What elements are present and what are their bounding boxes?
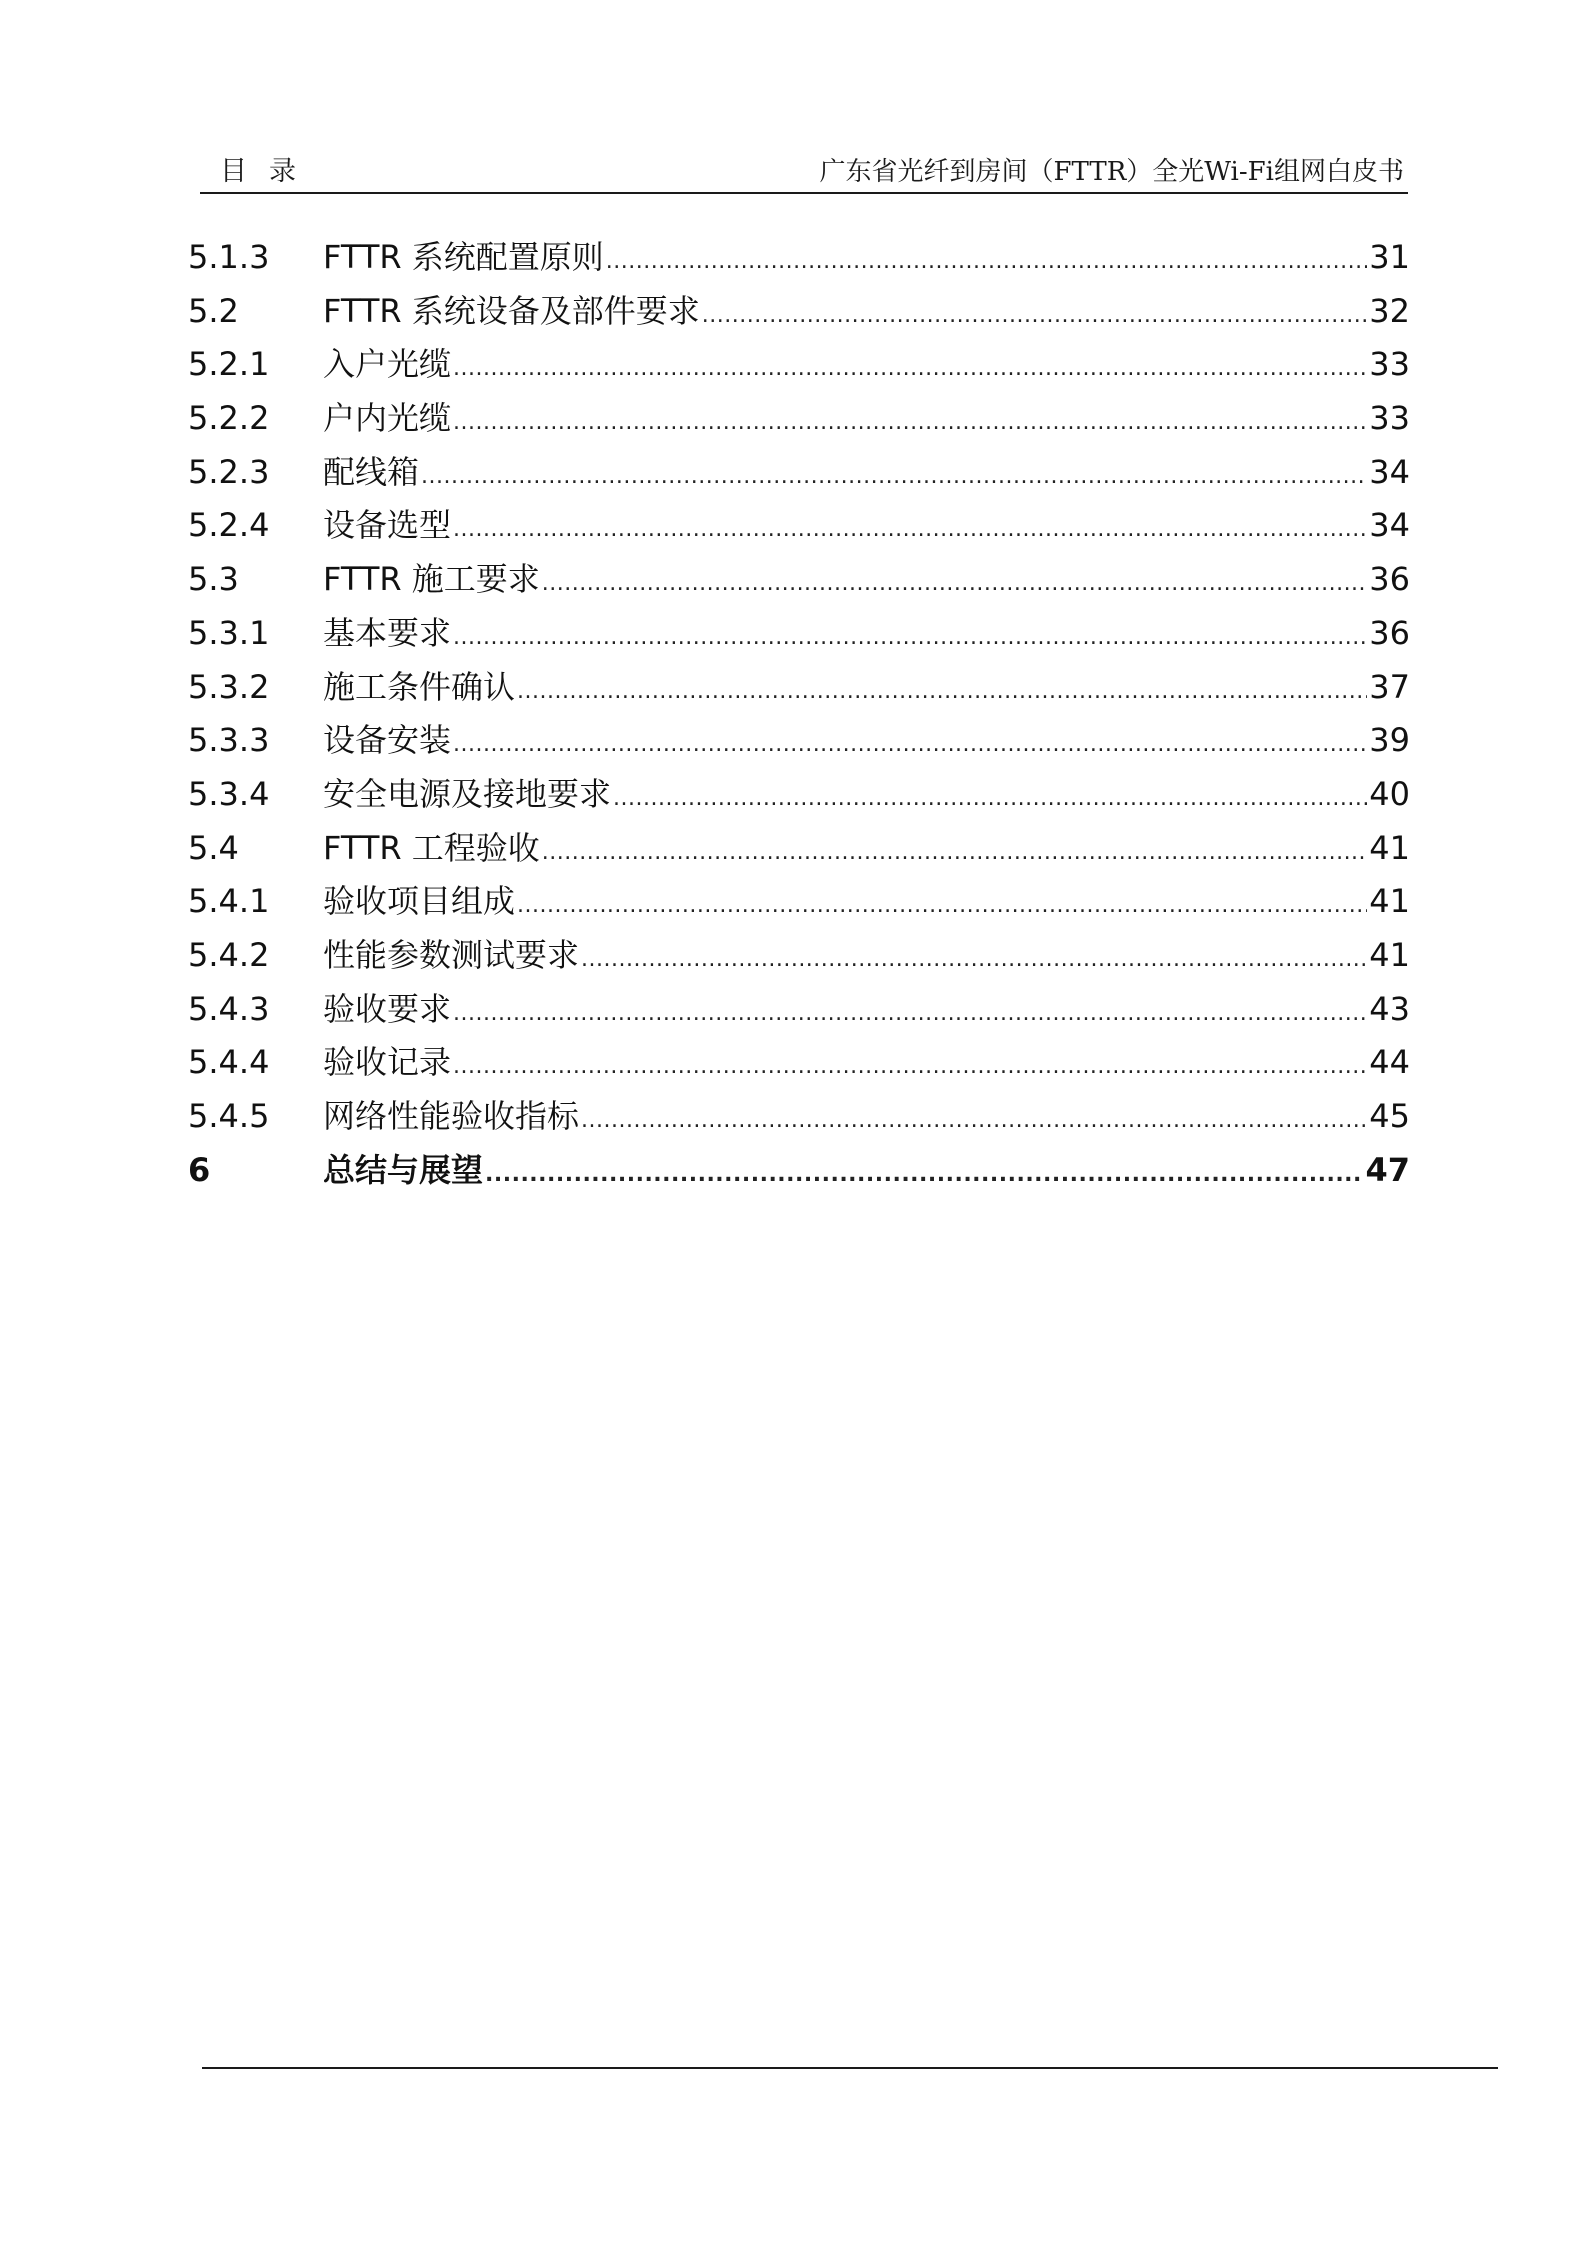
toc-entry-page: 33 (1369, 399, 1410, 438)
toc-leader-dots (453, 1054, 1367, 1079)
toc-entry-title: 验收项目组成 (323, 882, 516, 921)
toc-leader-dots (581, 1108, 1367, 1133)
toc-entry-page: 33 (1369, 345, 1410, 384)
toc-leader-dots (453, 517, 1367, 542)
toc-leader-dots (613, 786, 1367, 811)
toc-entry-number: 5.1.3 (188, 238, 270, 276)
toc-entry-page: 37 (1369, 667, 1410, 706)
toc-entry-page: 31 (1369, 238, 1410, 276)
toc-entry-title: FTTR 工程验收 (323, 828, 540, 867)
toc-leader-dots (453, 1001, 1367, 1026)
toc-entry-5-4[interactable] (188, 823, 1410, 877)
toc-entry-title: 总结与展望 (323, 1150, 484, 1189)
toc-entry-5-2-2[interactable] (188, 393, 1410, 447)
toc-entry-5-2-1[interactable] (188, 339, 1410, 393)
toc-entry-page: 41 (1369, 935, 1410, 974)
toc-entry-number: 5.4.4 (188, 1043, 270, 1082)
toc-entry-5-4-3[interactable] (188, 984, 1410, 1038)
toc-leader-dots (542, 840, 1367, 865)
toc-entry-number: 5.3 (188, 560, 239, 599)
toc-leader-dots (702, 303, 1367, 328)
toc-entry-page: 40 (1369, 774, 1410, 813)
toc-entry-title: 户内光缆 (323, 399, 452, 438)
toc-entry-number: 5.2 (188, 291, 239, 330)
toc-entry-5-4-1[interactable] (188, 876, 1410, 930)
toc-entry-title: 网络性能验收指标 (323, 1097, 580, 1135)
toc-entry-number: 5.4.5 (188, 1097, 270, 1135)
toc-entry-number: 6 (188, 1150, 211, 1189)
toc-entry-5-1-3[interactable] (188, 232, 1410, 286)
toc-entry-5-2[interactable] (188, 286, 1410, 340)
toc-entry-title: 基本要求 (323, 613, 452, 652)
toc-entry-title: 施工条件确认 (323, 667, 516, 706)
toc-entry-title: 入户光缆 (323, 345, 452, 384)
toc-entry-number: 5.4.1 (188, 882, 270, 921)
toc-entry-page: 36 (1369, 613, 1410, 652)
table-of-contents (188, 232, 1410, 1198)
toc-entry-5-3-1[interactable] (188, 608, 1410, 662)
toc-entry-page: 41 (1369, 828, 1410, 867)
toc-entry-6[interactable] (188, 1145, 1410, 1199)
toc-entry-5-2-3[interactable] (188, 447, 1410, 501)
toc-leader-dots (542, 571, 1367, 596)
toc-entry-5-3-4[interactable] (188, 769, 1410, 823)
toc-leader-dots (581, 947, 1367, 972)
toc-entry-5-3-2[interactable] (188, 662, 1410, 716)
toc-entry-title: 验收记录 (323, 1043, 452, 1082)
toc-entry-page: 36 (1369, 560, 1410, 599)
toc-leader-dots (453, 410, 1367, 435)
toc-leader-dots (517, 679, 1367, 704)
toc-entry-title: 性能参数测试要求 (323, 935, 580, 974)
toc-entry-title: 配线箱 (323, 452, 420, 491)
toc-entry-title: 验收要求 (323, 989, 452, 1028)
toc-entry-number: 5.2.3 (188, 452, 270, 491)
footer-rule (202, 2067, 1498, 2069)
toc-entry-page: 34 (1369, 452, 1410, 491)
toc-entry-5-4-5[interactable] (188, 1091, 1410, 1145)
toc-entry-title: 安全电源及接地要求 (323, 774, 612, 813)
toc-entry-5-3-3[interactable] (188, 715, 1410, 769)
toc-entry-page: 32 (1369, 291, 1410, 330)
toc-leader-dots (453, 356, 1367, 381)
toc-leader-dots (453, 625, 1367, 650)
toc-entry-number: 5.3.2 (188, 667, 270, 706)
toc-entry-number: 5.2.4 (188, 506, 270, 545)
toc-entry-title: FTTR 系统设备及部件要求 (323, 291, 700, 330)
toc-entry-number: 5.3.4 (188, 774, 270, 813)
toc-entry-title: 设备安装 (323, 721, 452, 760)
toc-entry-title: FTTR 系统配置原则 (323, 238, 604, 276)
toc-entry-number: 5.3.3 (188, 721, 270, 760)
toc-leader-dots (517, 893, 1367, 918)
toc-entry-page: 45 (1369, 1097, 1410, 1135)
toc-entry-page: 41 (1369, 882, 1410, 921)
toc-leader-dots (421, 464, 1367, 489)
toc-entry-page: 47 (1365, 1150, 1410, 1189)
toc-entry-5-4-2[interactable] (188, 930, 1410, 984)
toc-leader-dots (606, 249, 1367, 274)
header-document-title: 广东省光纤到房间（FTTR）全光Wi-Fi组网白皮书 (819, 157, 1404, 187)
toc-entry-number: 5.2.2 (188, 399, 270, 438)
toc-entry-5-3[interactable] (188, 554, 1410, 608)
toc-entry-number: 5.2.1 (188, 345, 270, 384)
toc-entry-number: 5.4.2 (188, 935, 270, 974)
toc-entry-5-2-4[interactable] (188, 500, 1410, 554)
toc-entry-title: FTTR 施工要求 (323, 560, 540, 599)
toc-leader-dots (453, 732, 1367, 757)
header-section-label: 目录 (220, 156, 318, 187)
toc-leader-dots (485, 1162, 1363, 1187)
toc-entry-number: 5.4.3 (188, 989, 270, 1028)
toc-entry-page: 44 (1369, 1043, 1410, 1082)
page-header (200, 150, 1408, 194)
toc-entry-5-4-4[interactable] (188, 1037, 1410, 1091)
toc-entry-page: 43 (1369, 989, 1410, 1028)
toc-entry-number: 5.3.1 (188, 613, 270, 652)
toc-entry-title: 设备选型 (323, 506, 452, 545)
toc-entry-number: 5.4 (188, 828, 239, 867)
toc-entry-page: 39 (1369, 721, 1410, 760)
toc-entry-page: 34 (1369, 506, 1410, 545)
